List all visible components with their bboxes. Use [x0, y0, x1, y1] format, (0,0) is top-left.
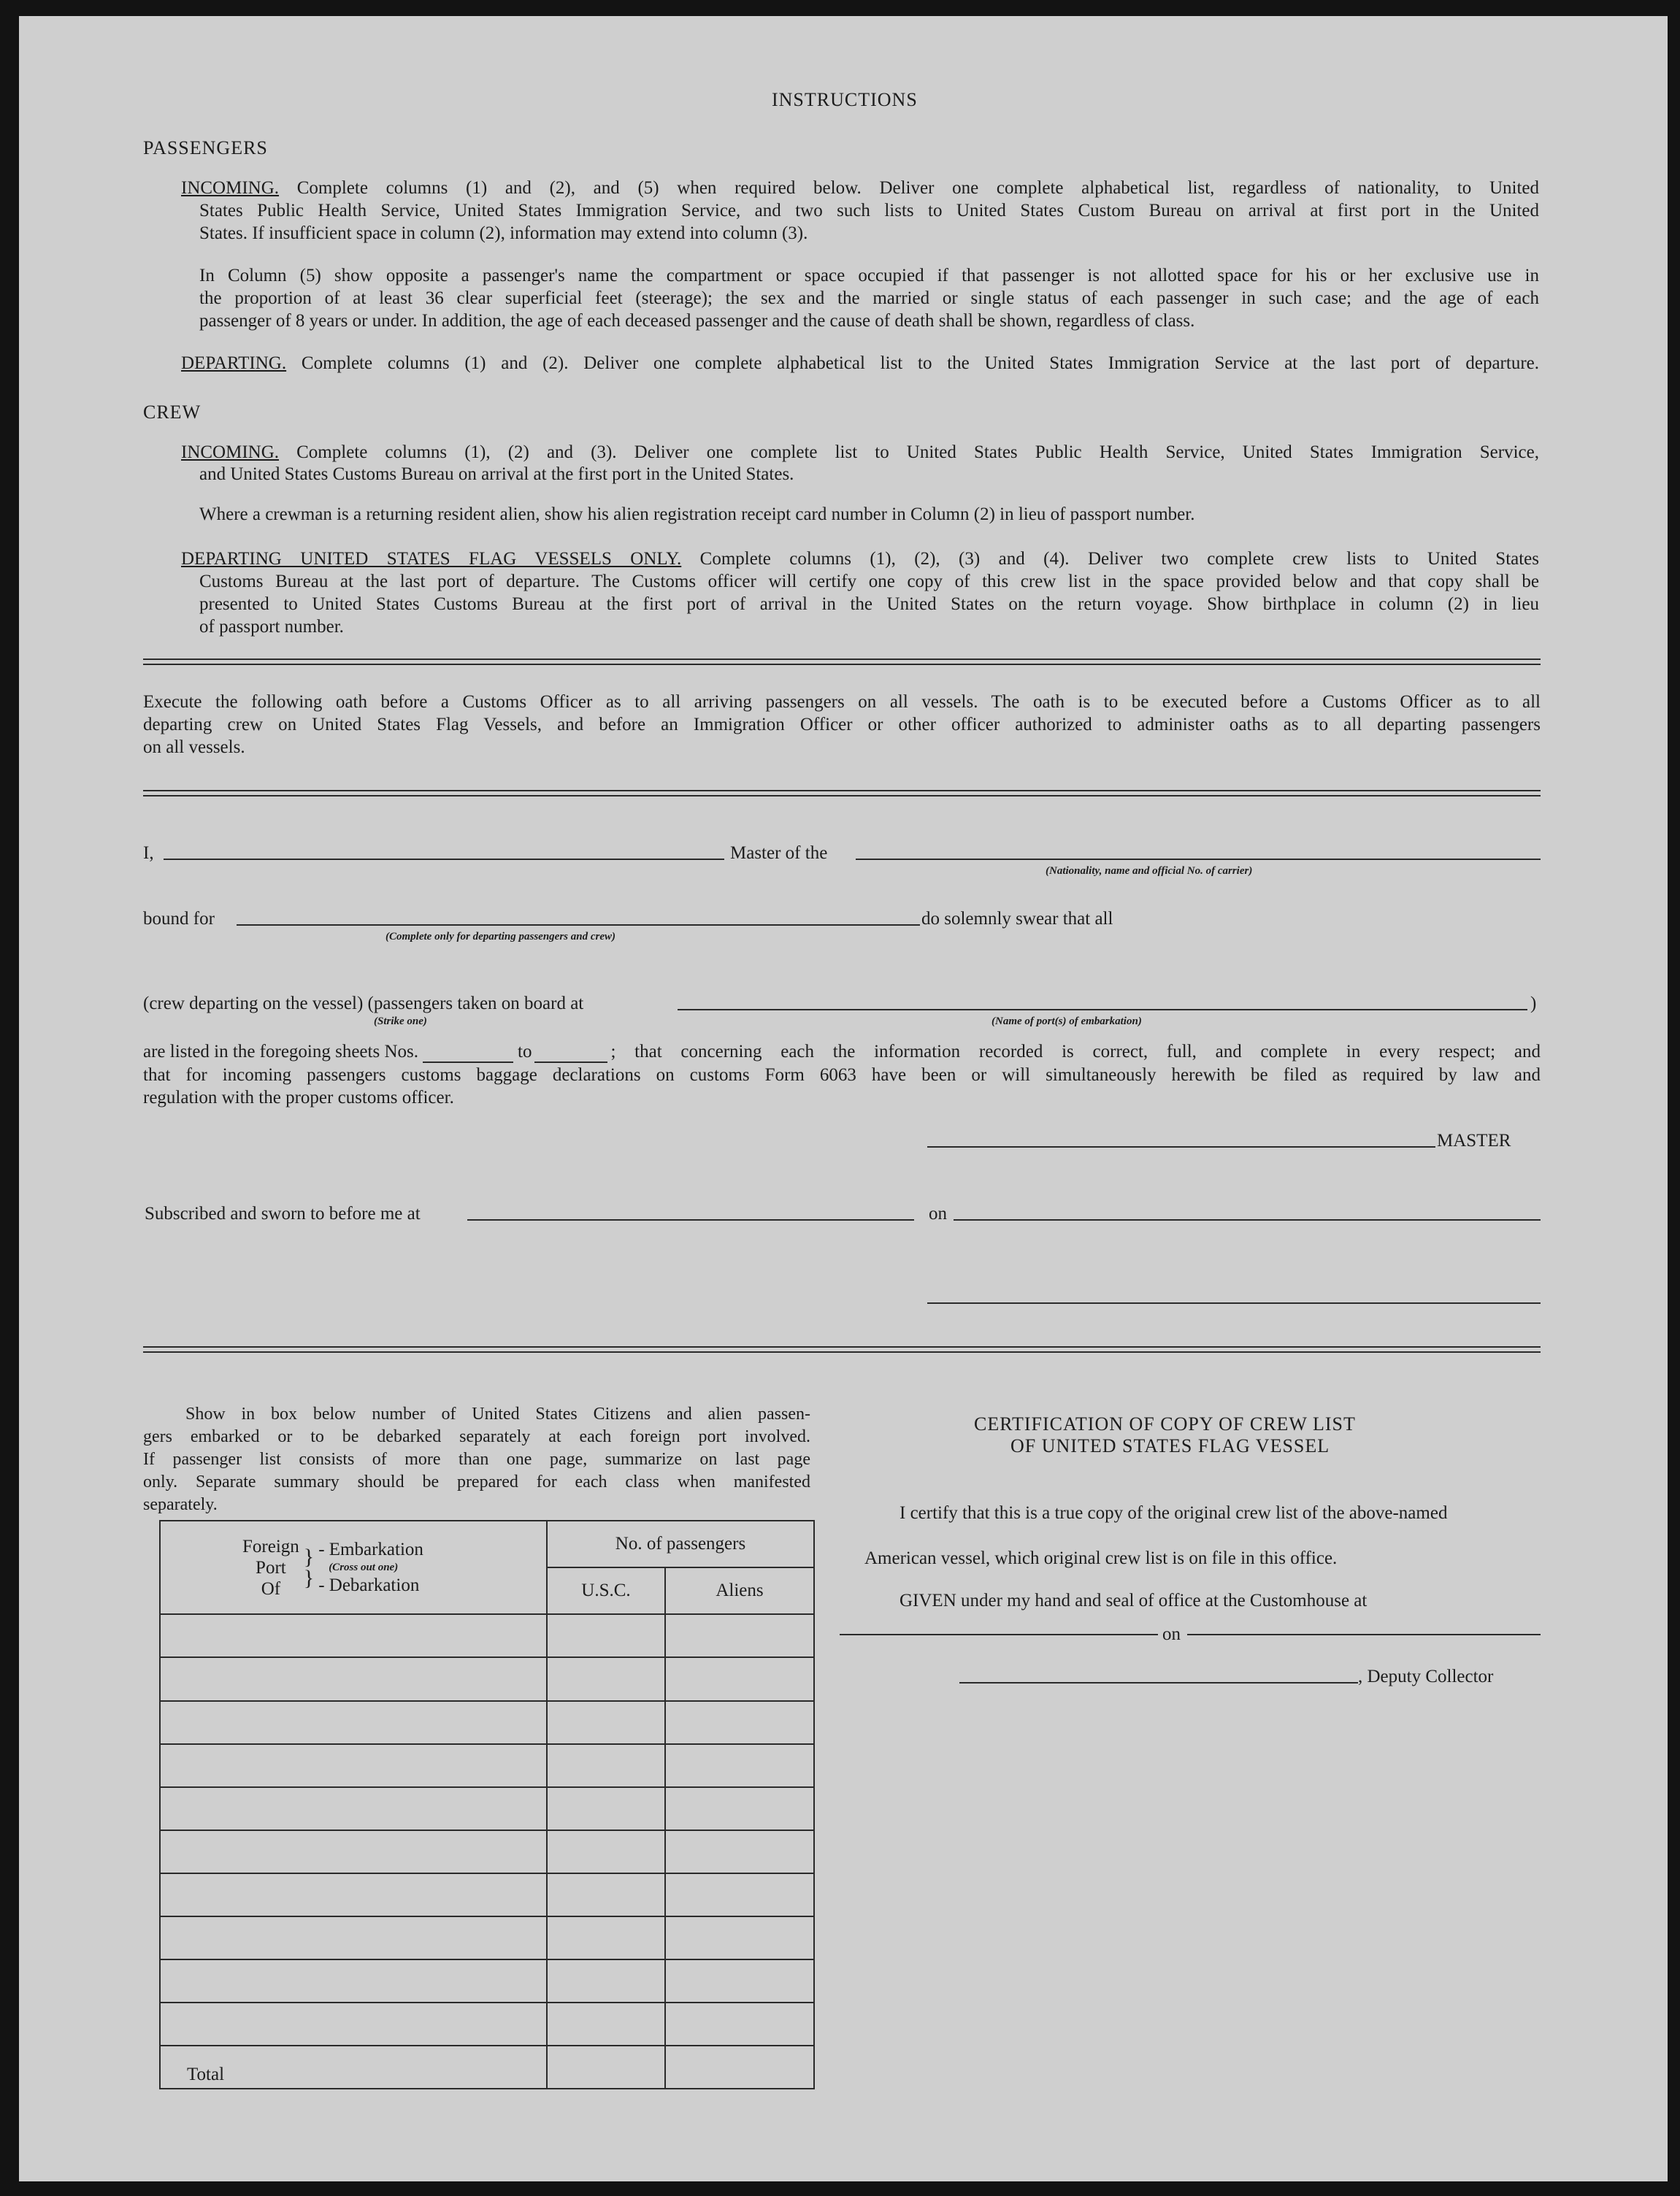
oath-intro-line-2: departing crew on United States Flag Vessels, and before an Immigration Officer or other officer authorized to administer oaths as to all departing passengers — [143, 715, 1541, 734]
summary-line-3: If passenger list consists of more than one page, summarize on last page — [143, 1450, 810, 1469]
crew-departing-line-4: of passport number. — [199, 617, 344, 637]
deputy-collector-signature-field[interactable] — [959, 1682, 1358, 1684]
table-row — [160, 1873, 814, 1916]
nationality-caption: (Nationality, name and official No. of carrier) — [1046, 865, 1253, 877]
subscribed-label: Subscribed and sworn to before me at — [145, 1204, 421, 1224]
customhouse-location-field[interactable] — [840, 1634, 1158, 1635]
listed-line-3: regulation with the proper customs officer. — [143, 1088, 454, 1107]
crew-departing-line-2: Customs Bureau at the last port of departure. The Customs officer will certify one copy of this crew list in the space provided below and that copy shall be — [199, 572, 1539, 591]
form-sheet — [19, 16, 1668, 2181]
port-caption: (Name of port(s) of embarkation) — [991, 1016, 1142, 1027]
sheet-from-field[interactable] — [423, 1045, 513, 1063]
crew-incoming-block: INCOMING. Complete columns (1), (2) and (3). Deliver one complete list to United States Public Health Service, United States Immigration Service, — [181, 442, 1539, 462]
column5-line-2: the proportion of at least 36 clear superficial feet (steerage); the sex and the married or single status of each passenger in such case; and the age of each — [199, 288, 1539, 308]
officer-signature-field[interactable] — [927, 1302, 1541, 1304]
passengers-incoming-line-2: States Public Health Service, United States Immigration Service, and two such lists to United States Custom Bureau on arrival at first port in the United — [199, 201, 1539, 220]
summary-line-1: Show in box below number of United States Citizens and alien passen- — [185, 1405, 810, 1424]
summary-line-2: gers embarked or to be debarked separately at each foreign port involved. — [143, 1427, 810, 1446]
close-paren: ) — [1530, 994, 1537, 1013]
table-total-row — [160, 2046, 814, 2089]
table-row — [160, 2003, 814, 2046]
certification-date-field[interactable] — [1187, 1634, 1541, 1635]
column5-line-3: passenger of 8 years or under. In addition, the age of each deceased passenger and the cause of death shall be shown, regardless of class. — [199, 311, 1195, 331]
passengers-incoming-line-3: States. If insufficient space in column (2), information may extend into column (3). — [199, 223, 808, 243]
summary-line-4: only. Separate summary should be prepared for each class when manifested — [143, 1473, 810, 1491]
aliens-header: Aliens — [665, 1567, 814, 1614]
do-solemnly-label: do solemnly swear that all — [921, 909, 1113, 929]
passenger-summary-table — [159, 1520, 815, 2089]
crew-resident-text: Where a crewman is a returning resident alien, show his alien registration receipt card number in Column (2) in lieu of passport number. — [199, 504, 1195, 524]
passengers-departing-label: DEPARTING. — [181, 353, 287, 373]
brace-icon: } } — [303, 1545, 315, 1591]
page-title: INSTRUCTIONS — [772, 89, 918, 110]
subscribed-place-field[interactable] — [467, 1219, 914, 1221]
certification-title-2: OF UNITED STATES FLAG VESSEL — [1010, 1435, 1330, 1456]
crew-incoming-line-2: and United States Customs Bureau on arrival at the first port in the United States. — [199, 464, 794, 484]
master-signature-field[interactable] — [927, 1146, 1435, 1148]
table-row — [160, 1787, 814, 1830]
subscribed-on-label: on — [929, 1204, 947, 1224]
table-row — [160, 1657, 814, 1700]
total-aliens-cell[interactable] — [665, 2046, 814, 2089]
deputy-collector-label: , Deputy Collector — [1358, 1667, 1494, 1686]
certification-on-label: on — [1162, 1624, 1181, 1644]
passengers-incoming-label: INCOMING. — [181, 178, 280, 198]
passengers-departing-block: DEPARTING. Complete columns (1) and (2). Deliver one complete alphabetical list to the United States Immigration Service at the last port of departure. — [181, 353, 1540, 373]
table-row — [160, 1916, 814, 1959]
certification-text-1: I certify that this is a true copy of the original crew list of the above-named — [900, 1503, 1448, 1523]
listed-line-2: that for incoming passengers customs baggage declarations on customs Form 6063 have been or will simultaneously herewith be filed as required by law and — [143, 1065, 1541, 1085]
crew-departing-cont — [199, 570, 1539, 638]
complete-only-caption: (Complete only for departing passengers and crew) — [386, 931, 615, 942]
table-header-row-1 — [160, 1521, 814, 1567]
summary-instructions — [143, 1403, 810, 1516]
total-usc-cell[interactable] — [547, 2046, 665, 2089]
table-row — [160, 1744, 814, 1787]
crew-heading: CREW — [143, 402, 202, 423]
divider-2 — [143, 790, 1541, 796]
table-row — [160, 1701, 814, 1744]
certification-text-3: GIVEN under my hand and seal of office at the Customhouse at — [900, 1591, 1368, 1610]
crew-departing-label: DEPARTING UNITED STATES FLAG VESSELS ONLY. — [181, 549, 682, 569]
column5-line-1: In Column (5) show opposite a passenger's name the compartment or space occupied if that passenger is not allotted space for his or her exclusive use in — [199, 266, 1539, 285]
passengers-incoming-block — [181, 177, 1539, 199]
certification-title-1: CERTIFICATION OF COPY OF CREW LIST — [974, 1413, 1356, 1435]
crew-incoming-label: INCOMING. — [181, 442, 280, 462]
crew-departing-block: DEPARTING UNITED STATES FLAG VESSELS ONLY. Complete columns (1), (2), (3) and (4). Deliver two complete crew lists to United States — [181, 549, 1540, 569]
master-of-the-label: Master of the — [730, 843, 828, 863]
listed-cont — [143, 1064, 1541, 1109]
certification-text-2: American vessel, which original crew list is on file in this office. — [864, 1548, 1338, 1568]
column5-paragraph — [199, 264, 1539, 332]
crew-departing-label-line: (crew departing on the vessel) (passengers taken on board at — [143, 994, 584, 1013]
oath-intro — [143, 691, 1541, 759]
strike-one-caption: (Strike one) — [374, 1016, 427, 1027]
vessel-field[interactable] — [856, 859, 1541, 860]
sheet-to-field[interactable] — [534, 1045, 607, 1063]
passengers-heading: PASSENGERS — [143, 137, 268, 158]
passengers-incoming-line-1: INCOMING. Complete columns (1) and (2), and (5) when required below. Deliver one complete alphabetical list, regardless of nationality, to United — [181, 178, 1540, 198]
foreign-port-header: Foreign Port Of } } - Embarkation (Cross out one) - Debarkation — [160, 1521, 547, 1614]
bound-for-label: bound for — [143, 909, 215, 929]
divider-3 — [143, 1346, 1541, 1353]
table-row — [160, 1830, 814, 1873]
divider-1 — [143, 659, 1541, 665]
passengers-incoming-cont — [199, 199, 1539, 245]
crew-departing-line-3: presented to United States Customs Bureau at the first port of arrival in the United States on the return voyage. Show birthplace in column (2) in lieu — [199, 594, 1539, 614]
no-passengers-header: No. of passengers — [547, 1521, 814, 1567]
summary-line-5: separately. — [143, 1495, 218, 1514]
oath-i-label: I, — [143, 843, 154, 863]
oath-intro-line-3: on all vessels. — [143, 737, 245, 757]
usc-header: U.S.C. — [547, 1567, 665, 1614]
master-name-field[interactable] — [164, 859, 724, 860]
master-signature-label: MASTER — [1437, 1131, 1511, 1151]
port-embarkation-field[interactable] — [678, 1009, 1527, 1010]
total-label: Total — [160, 2046, 547, 2089]
subscribed-date-field[interactable] — [954, 1219, 1541, 1221]
bound-for-field[interactable] — [237, 924, 920, 926]
table-row — [160, 1959, 814, 2003]
listed-line-1: are listed in the foregoing sheets Nos. to ; that concerning each the information recorded is correct, full, and complete in every respect; and — [143, 1042, 1541, 1061]
table-row — [160, 1614, 814, 1657]
oath-intro-line-1: Execute the following oath before a Customs Officer as to all arriving passengers on all vessels. The oath is to be executed before a Customs Officer as to all — [143, 692, 1541, 712]
